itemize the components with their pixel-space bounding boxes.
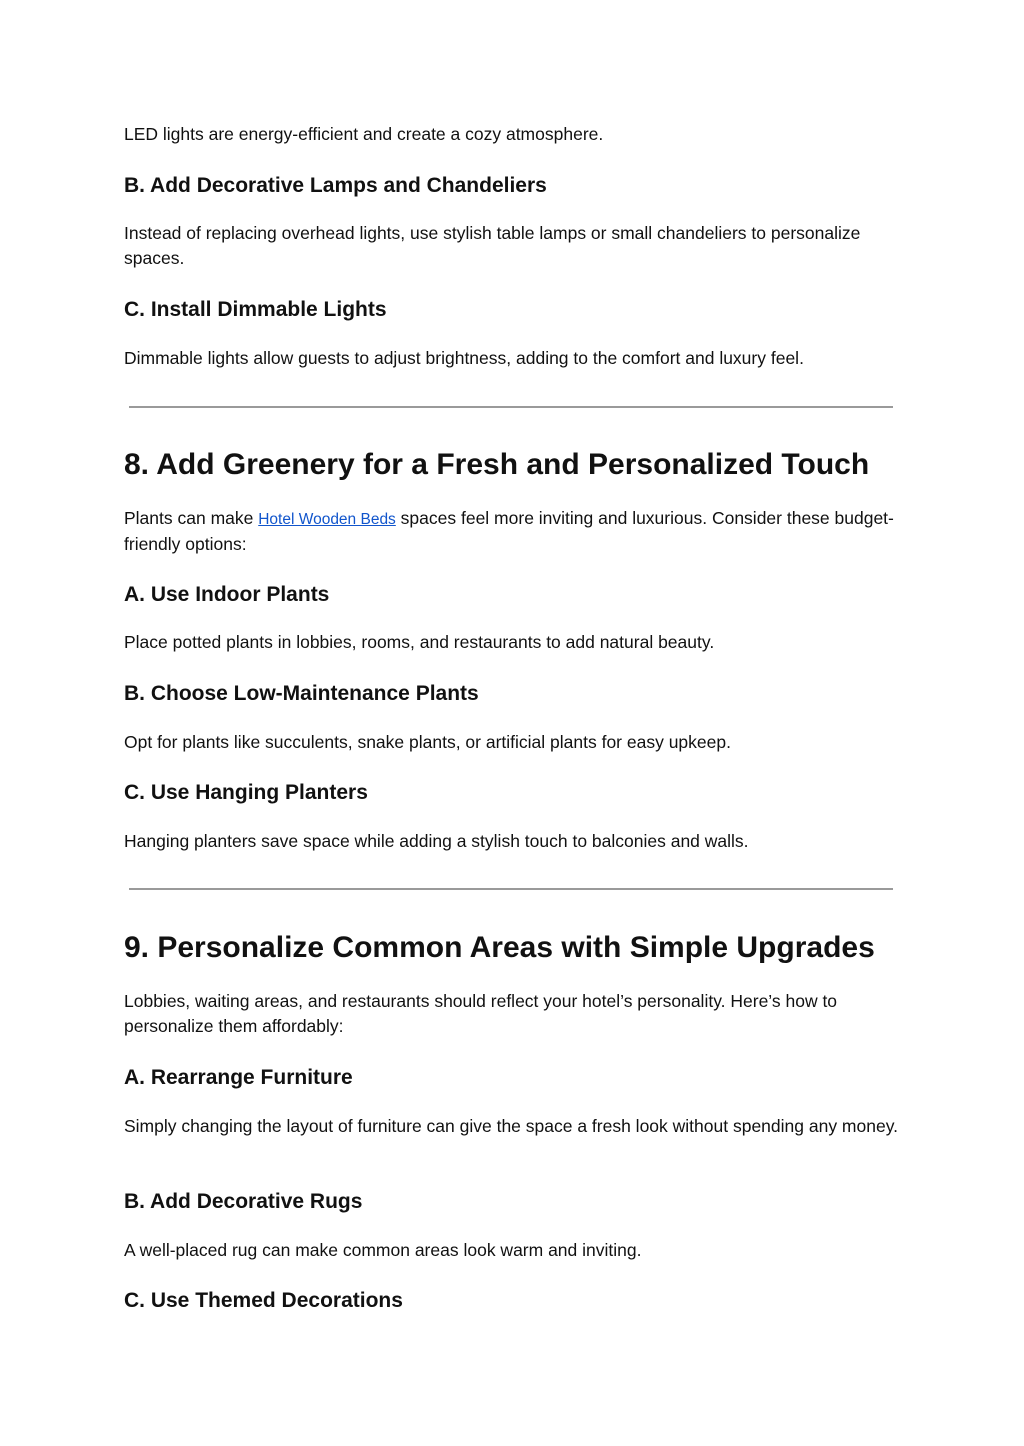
paragraph-led-lights: LED lights are energy-efficient and create a cozy atmosphere. [124,124,604,144]
paragraph-common-areas: Lobbies, waiting areas, and restaurants should reflect your hotel’s personality. Here’s how to personalize them affordably: [124,991,838,1036]
paragraph-plants-intro [124,506,899,557]
horizontal-divider [129,888,893,890]
paragraph-indoor-plants: Place potted plants in lobbies, rooms, and restaurants to add natural beauty. [124,632,715,652]
paragraph-plants-text-end: spaces feel more inviting and luxurious. Consider these budget-friendly options: [124,508,894,554]
horizontal-divider [129,406,893,408]
heading-indoor-plants: A. Use Indoor Plants [124,583,330,606]
heading-section-8: 8. Add Greenery for a Fresh and Personalized Touch [124,448,870,481]
heading-hanging-planters: C. Use Hanging Planters [124,781,368,804]
heading-dimmable-lights: C. Install Dimmable Lights [124,298,387,321]
heading-decorative-rugs: B. Add Decorative Rugs [124,1190,363,1213]
heading-decorative-lamps: B. Add Decorative Lamps and Chandeliers [124,174,547,197]
paragraph-hanging-planters: Hanging planters save space while adding a stylish touch to balconies and walls. [124,831,749,851]
paragraph-rearrange-furniture: Simply changing the layout of furniture can give the space a fresh look without spending any money. [124,1116,899,1136]
paragraph-decorative-rugs: A well-placed rug can make common areas look warm and inviting. [124,1240,642,1260]
paragraph-dimmable-lights: Dimmable lights allow guests to adjust brightness, adding to the comfort and luxury feel. [124,348,804,368]
heading-section-9: 9. Personalize Common Areas with Simple Upgrades [124,931,875,964]
hotel-wooden-beds-link[interactable]: Hotel Wooden Beds [258,511,396,528]
paragraph-plants-text-start: Plants can make [124,508,259,528]
heading-themed-decorations: C. Use Themed Decorations [124,1289,403,1312]
heading-low-maintenance-plants: B. Choose Low-Maintenance Plants [124,682,479,705]
paragraph-low-maintenance-plants: Opt for plants like succulents, snake plants, or artificial plants for easy upkeep. [124,732,731,752]
heading-rearrange-furniture: A. Rearrange Furniture [124,1066,353,1089]
paragraph-decorative-lamps: Instead of replacing overhead lights, use stylish table lamps or small chandeliers to personalize spaces. [124,223,861,268]
